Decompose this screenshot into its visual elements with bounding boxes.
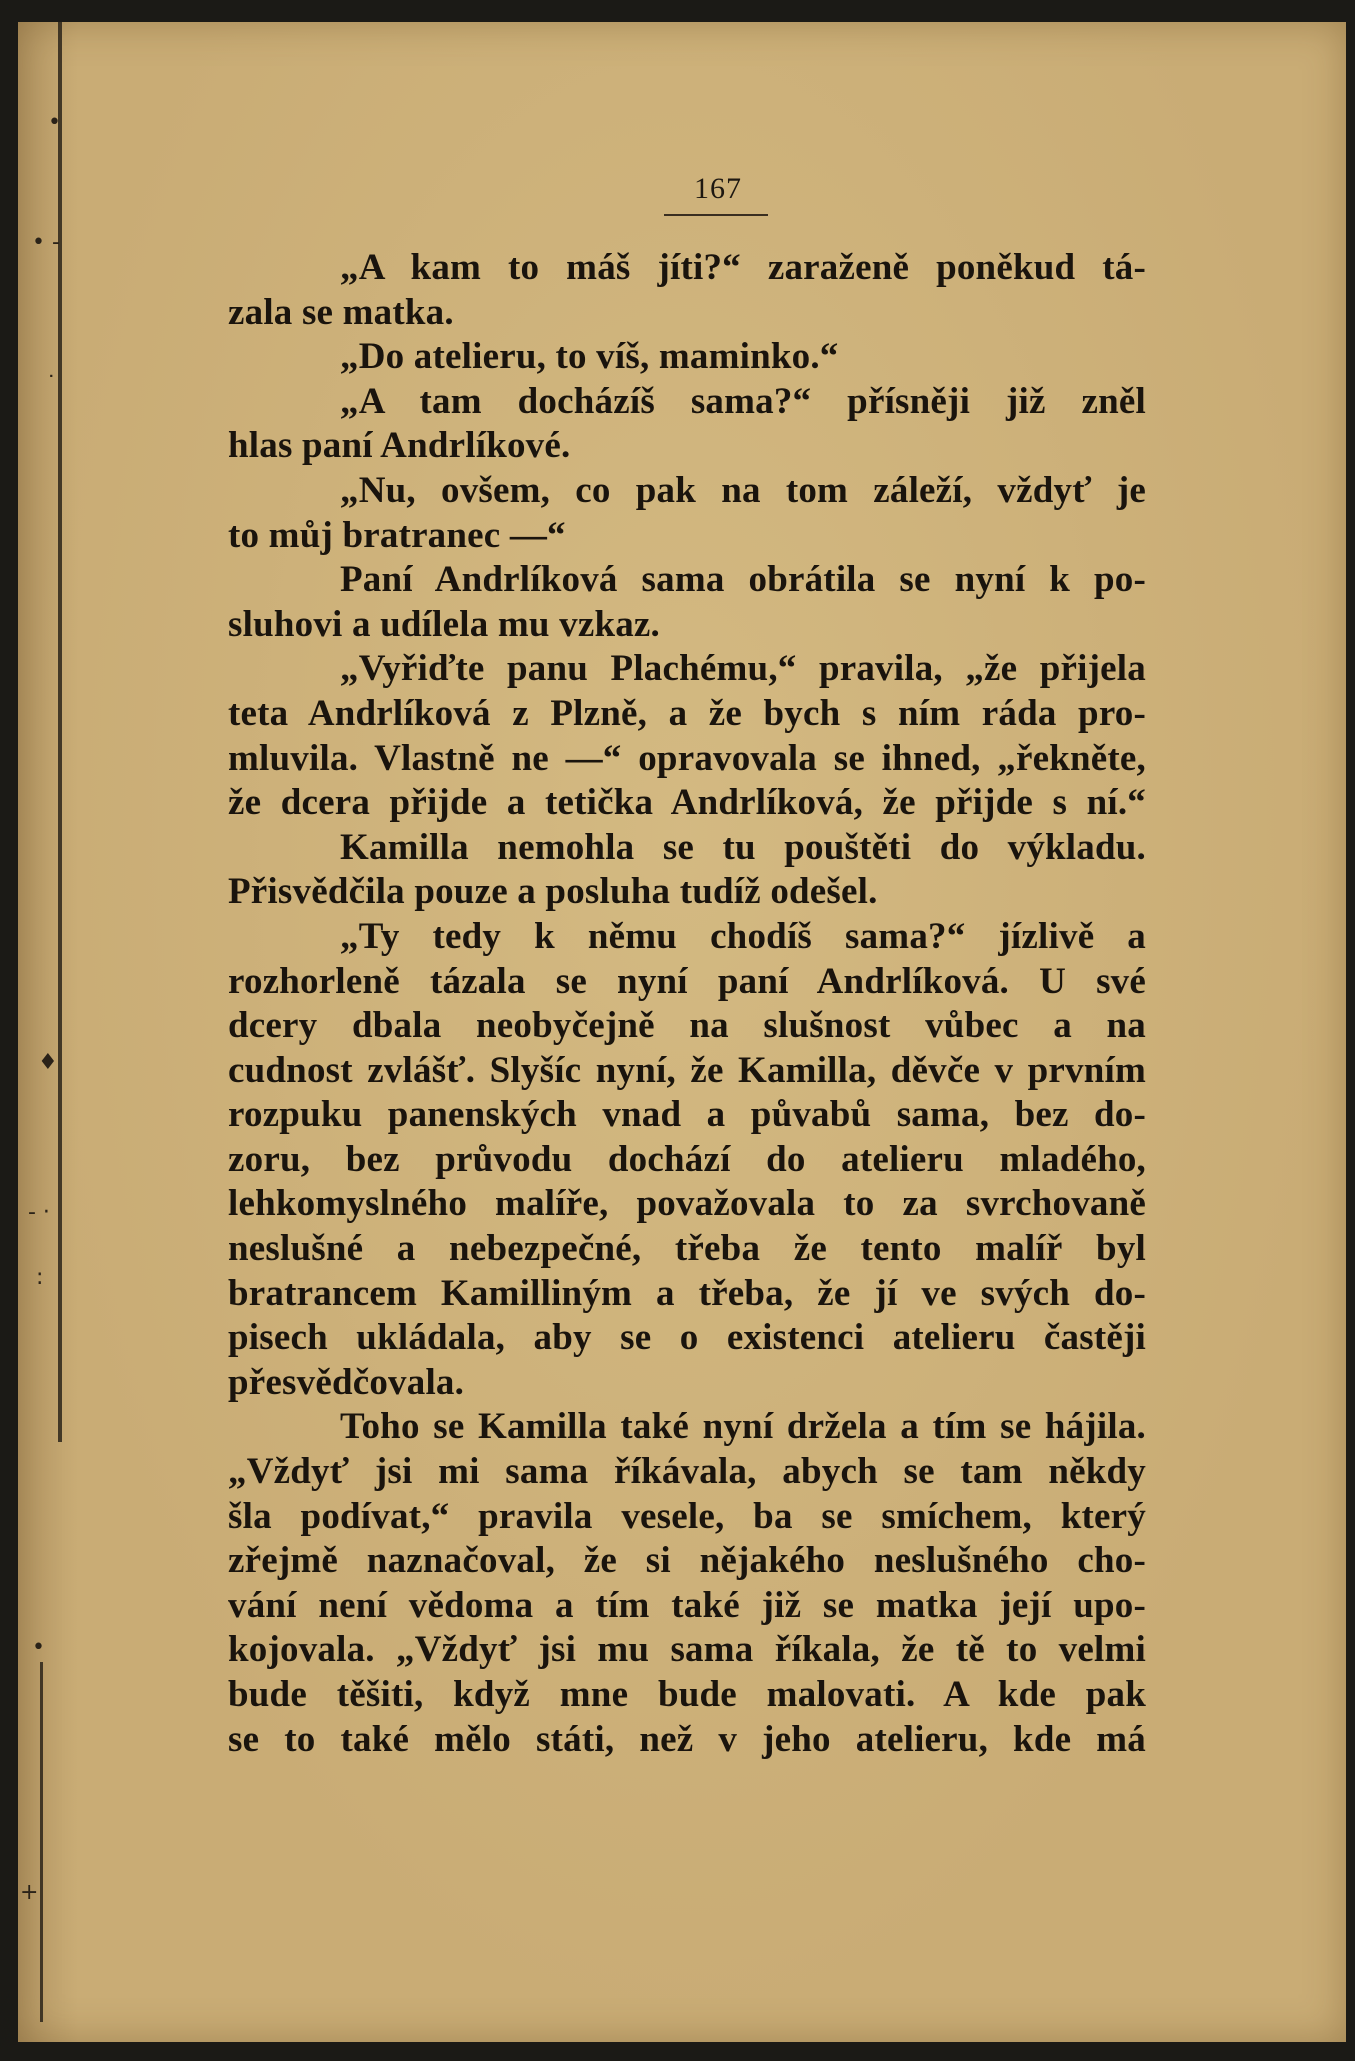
margin-speck: + bbox=[20, 1880, 39, 1905]
margin-speck: - · bbox=[28, 1200, 50, 1225]
text-line: Přisvědčila pouze a posluha tudíž odešel. bbox=[228, 871, 878, 913]
margin-speck: • bbox=[48, 110, 61, 135]
text-line: kojovala. „Vždyť jsi mu sama říkala, že tě to velmi bbox=[228, 1629, 1146, 1671]
text-line: „A kam to máš jíti?“ zaraženě poněkud tá- bbox=[340, 247, 1146, 288]
text-line: dcery dbala neobyčejně na slušnost vůbec a na bbox=[228, 1005, 1146, 1047]
text-line: šla podívat,“ pravila vesele, ba se smíchem, který bbox=[228, 1495, 1146, 1537]
text-line: „Do atelieru, to víš, maminko.“ bbox=[340, 336, 839, 378]
page-number: 167 bbox=[694, 172, 742, 205]
text-line: neslušné a nebezpečné, třeba že tento malíř byl bbox=[228, 1228, 1146, 1270]
text-line: zřejmě naznačoval, že si nějakého neslušného cho- bbox=[228, 1540, 1146, 1582]
page-number-rule bbox=[664, 214, 768, 216]
margin-speck: : bbox=[36, 1265, 44, 1290]
text-line: rozpuku panenských vnad a půvabů sama, bez do- bbox=[228, 1094, 1146, 1136]
text-line: „Vyřiďte panu Plachému,“ pravila, „že přijela bbox=[340, 648, 1146, 690]
text-line: mluvila. Vlastně ne —“ opravovala se ihned, „řekněte, bbox=[228, 737, 1146, 779]
text-line: cudnost zvlášť. Slyšíc nyní, že Kamilla, děvče v prvním bbox=[228, 1049, 1146, 1091]
margin-speck: ᐧ bbox=[48, 365, 54, 390]
binding-shadow-lower bbox=[40, 1662, 43, 2022]
text-line: „Ty tedy k němu chodíš sama?“ jízlivě a bbox=[340, 915, 1146, 957]
text-line: „Nu, ovšem, co pak na tom záleží, vždyť je bbox=[340, 469, 1146, 511]
margin-speck: ♦ bbox=[38, 1050, 58, 1075]
text-line: zala se matka. bbox=[228, 291, 454, 333]
text-line: to můj bratranec —“ bbox=[228, 514, 566, 556]
text-line: pisech ukládala, aby se o existenci atelieru častěji bbox=[228, 1317, 1146, 1359]
text-line: „A tam docházíš sama?“ přísněji již zněl bbox=[340, 380, 1146, 422]
text-line: Toho se Kamilla také nyní držela a tím se hájila. bbox=[340, 1406, 1146, 1448]
text-line: „Vždyť jsi mi sama říkávala, abych se tam někdy bbox=[228, 1451, 1146, 1493]
text-line: vání není vědoma a tím také již se matka její upo- bbox=[228, 1584, 1146, 1626]
text-line: Paní Andrlíková sama obrátila se nyní k po- bbox=[340, 559, 1146, 601]
text-line: že dcera přijde a tetička Andrlíková, že přijde s ní.“ bbox=[228, 782, 1146, 824]
text-line: teta Andrlíková z Plzně, a že bych s ním ráda pro- bbox=[228, 692, 1146, 734]
text-line: Kamilla nemohla se tu pouštěti do výkladu. bbox=[340, 826, 1146, 868]
text-line: zoru, bez průvodu dochází do atelieru mladého, bbox=[228, 1138, 1146, 1180]
text-line: přesvědčovala. bbox=[228, 1361, 465, 1403]
text-line: lehkomyslného malíře, považovala to za svrchovaně bbox=[228, 1183, 1146, 1225]
text-line: hlas paní Andrlíkové. bbox=[228, 425, 571, 467]
margin-speck: • bbox=[32, 1635, 45, 1660]
body-text bbox=[228, 246, 1146, 1762]
text-line: sluhovi a udílela mu vzkaz. bbox=[228, 603, 661, 645]
text-line: bratrancem Kamilliným a třeba, že jí ve svých do- bbox=[228, 1272, 1146, 1314]
text-line: se to také mělo státi, než v jeho atelieru, kde má bbox=[228, 1718, 1146, 1760]
margin-speck: • - bbox=[32, 230, 60, 255]
text-line: rozhorleně tázala se nyní paní Andrlíková. U své bbox=[228, 960, 1146, 1002]
text-line: bude těšiti, když mne bude malovati. A kde pak bbox=[228, 1674, 1146, 1715]
